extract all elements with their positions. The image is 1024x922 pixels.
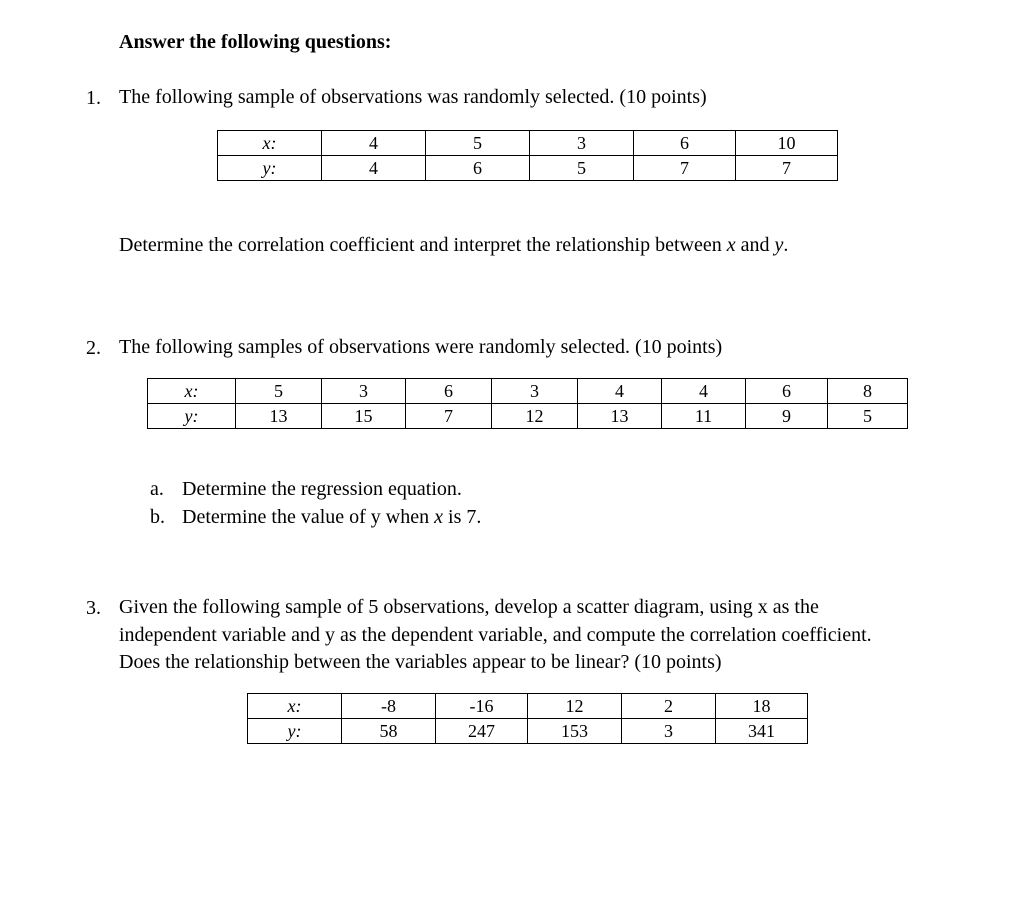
y-value: 6 [426,156,530,181]
task-and: and [740,234,770,256]
subquestion-b-letter: b. [150,506,165,528]
question-2-text: The following samples of observations were randomly selected. (10 points) [119,336,723,358]
y-label: y: [148,404,236,429]
y-value: 5 [530,156,634,181]
table-row-y [248,719,808,744]
table-row-x [148,379,908,404]
table-row-x [218,131,838,156]
x-value: 3 [322,379,406,404]
table-row-y [218,156,838,181]
y-value: 153 [528,719,622,744]
task-var-y: y [774,234,784,256]
y-value: 4 [322,156,426,181]
x-value: 3 [530,131,634,156]
x-label: x: [248,694,342,719]
table-row-x [248,694,808,719]
x-label: x: [148,379,236,404]
x-value: -16 [436,694,528,719]
x-value: 3 [492,379,578,404]
x-value: 8 [828,379,908,404]
question-2-table [147,378,908,429]
task-end: . [783,234,789,256]
question-3-line-2: independent variable and y as the dependent variable, and compute the correlation coefficient. [119,623,872,646]
task-text: Determine the correlation coefficient and interpret the relationship between [119,234,722,256]
x-value: 12 [528,694,622,719]
x-value: 6 [406,379,492,404]
x-value: 4 [322,131,426,156]
y-label: y: [218,156,322,181]
x-value: 5 [236,379,322,404]
x-value: 18 [716,694,808,719]
subquestion-a-text: Determine the regression equation. [182,478,462,500]
y-value: 58 [342,719,436,744]
y-value: 13 [578,404,662,429]
y-value: 3 [622,719,716,744]
y-value: 9 [746,404,828,429]
x-value: 6 [746,379,828,404]
x-value: 6 [634,131,736,156]
x-value: -8 [342,694,436,719]
question-3-line-3: Does the relationship between the variables appear to be linear? (10 points) [119,651,722,673]
x-value: 5 [426,131,530,156]
task-var-x: x [726,234,736,256]
y-value: 341 [716,719,808,744]
y-value: 7 [406,404,492,429]
b-text-start: Determine the value of y when [182,506,430,528]
x-value: 4 [662,379,746,404]
question-3-number: 3. [86,597,101,619]
x-value: 2 [622,694,716,719]
question-1-number: 1. [86,87,101,109]
y-label: y: [248,719,342,744]
y-value: 247 [436,719,528,744]
x-label: x: [218,131,322,156]
table-row-y [148,404,908,429]
y-value: 7 [634,156,736,181]
y-value: 11 [662,404,746,429]
x-value: 4 [578,379,662,404]
question-3-line-1: Given the following sample of 5 observations, develop a scatter diagram, using x as the [119,596,819,618]
b-var: x [434,506,444,528]
question-1-table [217,130,838,181]
x-value: 10 [736,131,838,156]
question-3-table [247,693,808,744]
question-1-text: The following sample of observations was randomly selected. (10 points) [119,86,707,108]
y-value: 12 [492,404,578,429]
page-heading: Answer the following questions: [119,31,392,53]
y-value: 5 [828,404,908,429]
question-3-text [119,594,872,677]
b-text-end: is 7. [448,506,482,528]
question-2-number: 2. [86,337,101,359]
subquestion-b-text [182,506,481,529]
y-value: 15 [322,404,406,429]
question-1-task [119,234,788,257]
y-value: 7 [736,156,838,181]
y-value: 13 [236,404,322,429]
subquestion-a-letter: a. [150,478,164,500]
